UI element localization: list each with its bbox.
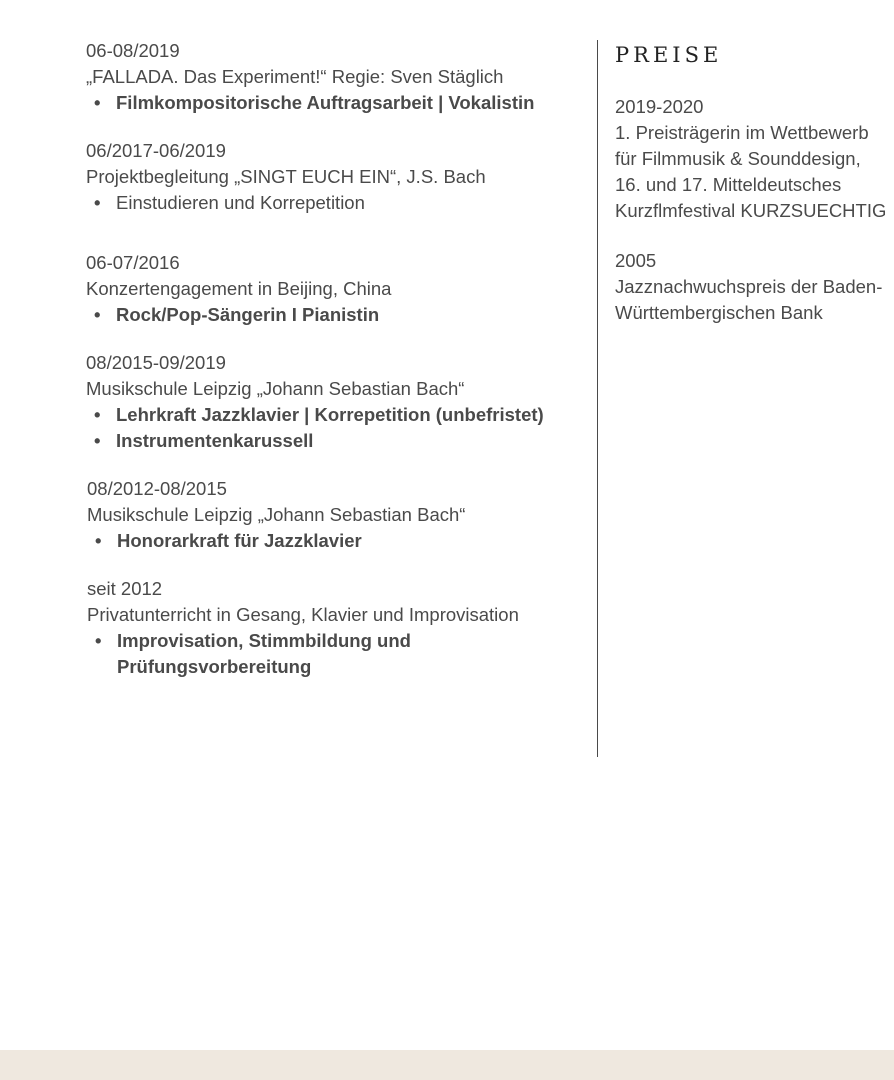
entry-bullets (87, 628, 447, 680)
award-line: Württembergischen Bank (615, 302, 823, 323)
entry-bullets (86, 190, 586, 216)
bullet-icon: • (95, 630, 102, 651)
entry-date: 08/2015-09/2019 (86, 352, 226, 373)
bullet-item: • Rock/Pop-Sängerin I Pianistin (116, 302, 586, 328)
award-line: für Filmmusik & Sounddesign, (615, 148, 861, 169)
experience-entry (87, 576, 586, 680)
bullet-icon: • (94, 430, 101, 451)
bullet-icon: • (94, 304, 101, 325)
entry-title: Musikschule Leipzig „Johann Sebastian Bach“ (86, 378, 465, 399)
entry-title: Projektbegleitung „SINGT EUCH EIN“, J.S. Bach (86, 166, 486, 187)
experience-column (86, 38, 586, 702)
entry-bullets (86, 90, 586, 116)
award-item (615, 248, 894, 326)
award-line: 16. und 17. Mitteldeutsches (615, 174, 842, 195)
bullet-item: • Instrumentenkarussell (116, 428, 586, 454)
entry-title: Konzertengagement in Beijing, China (86, 278, 392, 299)
entry-bullets (86, 302, 586, 328)
experience-entry (87, 476, 586, 554)
entry-date: 06-07/2016 (86, 252, 180, 273)
entry-title: „FALLADA. Das Experiment!“ Regie: Sven Stäglich (86, 66, 504, 87)
bullet-item: • Improvisation, Stimmbildung und Prüfungsvorbereitung (95, 630, 411, 677)
entry-title: Privatunterricht in Gesang, Klavier und Improvisation (87, 604, 519, 625)
award-line: Kurzflmfestival KURZSUECHTIG (615, 200, 887, 221)
bullet-icon: • (94, 192, 101, 213)
bullet-item: • Filmkompositorische Auftragsarbeit | Vokalistin (116, 90, 586, 116)
award-year: 2019-2020 (615, 96, 704, 117)
award-item (615, 94, 894, 224)
entry-date: 08/2012-08/2015 (87, 478, 227, 499)
bullet-icon: • (94, 404, 101, 425)
entry-title: Musikschule Leipzig „Johann Sebastian Bach“ (87, 504, 466, 525)
award-year: 2005 (615, 250, 657, 271)
entry-date: 06-08/2019 (86, 40, 180, 61)
bullet-item: • Lehrkraft Jazzklavier | Korrepetition (unbefristet) (116, 402, 586, 428)
award-line: Jazznachwuchspreis der Baden- (615, 276, 883, 297)
experience-entry (86, 138, 586, 216)
entry-date: 06/2017-06/2019 (86, 140, 226, 161)
entry-date: seit 2012 (87, 578, 163, 599)
footer-band (0, 1050, 894, 1080)
column-divider (597, 40, 598, 757)
experience-entry (86, 250, 586, 328)
entry-bullets (86, 402, 586, 454)
bullet-item: • Honorarkraft für Jazzklavier (117, 528, 586, 554)
bullet-icon: • (94, 92, 101, 113)
awards-heading: PREISE (615, 43, 723, 67)
experience-entry (86, 38, 586, 116)
bullet-icon: • (95, 530, 102, 551)
experience-entry (86, 350, 586, 454)
award-line: 1. Preisträgerin im Wettbewerb (615, 122, 869, 143)
bullet-item: • Einstudieren und Korrepetition (116, 190, 586, 216)
awards-column (615, 40, 894, 350)
entry-bullets (87, 528, 586, 554)
